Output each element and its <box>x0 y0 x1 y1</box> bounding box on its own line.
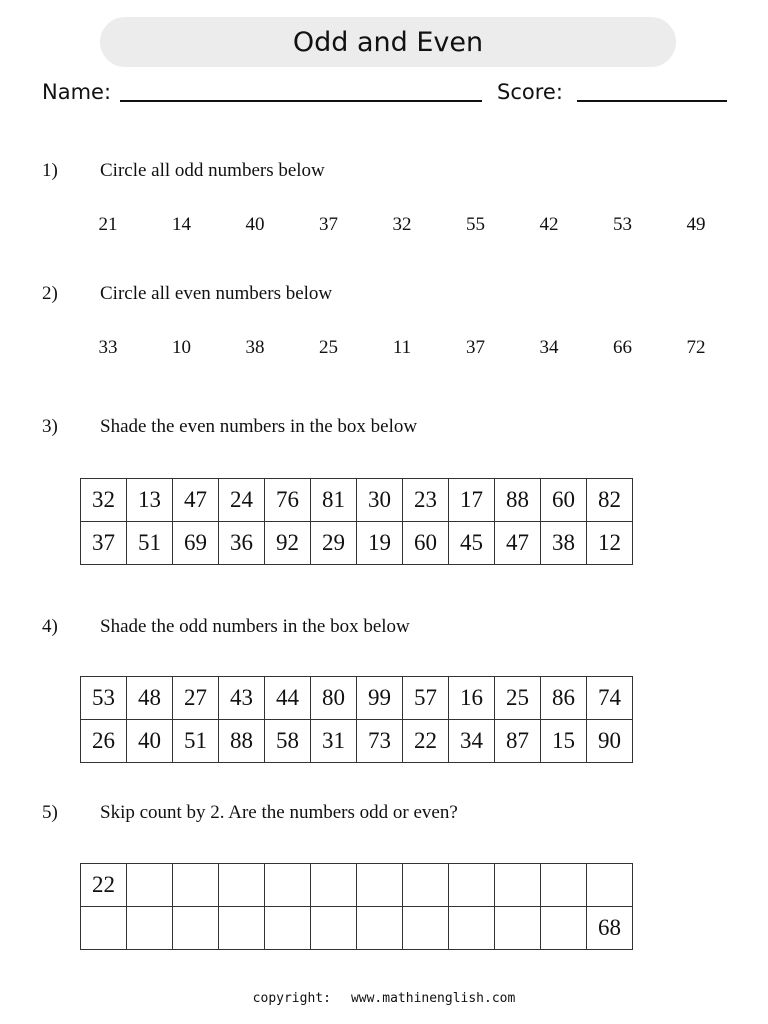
grid-cell[interactable]: 73 <box>357 720 403 763</box>
grid-cell[interactable] <box>587 864 633 907</box>
number-option[interactable]: 11 <box>392 337 412 358</box>
grid-cell[interactable]: 25 <box>495 677 541 720</box>
grid-cell[interactable] <box>357 864 403 907</box>
grid-cell[interactable]: 81 <box>311 479 357 522</box>
grid-cell[interactable] <box>357 907 403 950</box>
title-text: Odd and Even <box>292 26 484 58</box>
grid-cell[interactable]: 44 <box>265 677 311 720</box>
question-text: Skip count by 2. Are the numbers odd or even? <box>100 802 458 823</box>
grid-cell[interactable] <box>495 907 541 950</box>
grid-cell[interactable]: 99 <box>357 677 403 720</box>
question-text: Shade the even numbers in the box below <box>100 416 418 437</box>
grid-cell[interactable]: 68 <box>587 907 633 950</box>
grid-cell[interactable]: 90 <box>587 720 633 763</box>
question-number: 3) <box>42 416 58 437</box>
question-number: 5) <box>42 802 58 823</box>
grid-cell[interactable]: 47 <box>495 522 541 565</box>
grid-cell[interactable]: 26 <box>81 720 127 763</box>
grid-cell[interactable] <box>403 907 449 950</box>
name-label: Name: <box>42 80 112 104</box>
number-option[interactable]: 72 <box>686 337 706 358</box>
grid-cell[interactable]: 88 <box>219 720 265 763</box>
grid-cell[interactable]: 27 <box>173 677 219 720</box>
grid-cell[interactable] <box>403 864 449 907</box>
grid-cell[interactable]: 80 <box>311 677 357 720</box>
footer <box>0 991 768 1006</box>
grid-cell[interactable] <box>81 907 127 950</box>
grid-cell[interactable]: 22 <box>81 864 127 907</box>
number-option[interactable]: 21 <box>98 214 118 235</box>
number-row-q1 <box>88 214 718 240</box>
score-blank[interactable] <box>577 100 727 102</box>
grid-cell[interactable]: 60 <box>403 522 449 565</box>
grid-cell[interactable] <box>265 864 311 907</box>
grid-cell[interactable]: 60 <box>541 479 587 522</box>
grid-cell[interactable]: 19 <box>357 522 403 565</box>
grid-cell[interactable]: 38 <box>541 522 587 565</box>
grid-cell[interactable]: 88 <box>495 479 541 522</box>
score-label: Score: <box>497 80 563 104</box>
number-option[interactable]: 42 <box>539 214 559 235</box>
number-option[interactable]: 37 <box>466 337 485 358</box>
grid-cell[interactable]: 22 <box>403 720 449 763</box>
grid-cell[interactable]: 74 <box>587 677 633 720</box>
grid-cell[interactable] <box>449 864 495 907</box>
number-option[interactable]: 49 <box>686 214 706 235</box>
grid-cell[interactable]: 51 <box>173 720 219 763</box>
number-option[interactable]: 14 <box>172 214 191 235</box>
grid-cell[interactable]: 24 <box>219 479 265 522</box>
grid-cell[interactable]: 30 <box>357 479 403 522</box>
grid-cell[interactable]: 36 <box>219 522 265 565</box>
grid-cell[interactable] <box>541 864 587 907</box>
grid-cell[interactable]: 12 <box>587 522 633 565</box>
grid-cell[interactable]: 69 <box>173 522 219 565</box>
name-score-row <box>42 76 732 110</box>
question-text: Circle all odd numbers below <box>100 160 325 181</box>
grid-cell[interactable]: 29 <box>311 522 357 565</box>
grid-cell[interactable]: 58 <box>265 720 311 763</box>
grid-cell[interactable]: 86 <box>541 677 587 720</box>
number-option[interactable]: 33 <box>98 337 118 358</box>
grid-cell[interactable] <box>173 907 219 950</box>
question-text: Shade the odd numbers in the box below <box>100 616 410 637</box>
number-option[interactable]: 40 <box>245 214 265 235</box>
number-option[interactable]: 55 <box>466 214 485 235</box>
question-number: 4) <box>42 616 58 637</box>
grid-row <box>81 907 633 950</box>
grid-cell[interactable] <box>265 907 311 950</box>
number-option[interactable]: 53 <box>613 214 632 235</box>
grid-cell[interactable]: 47 <box>173 479 219 522</box>
grid-cell[interactable] <box>541 907 587 950</box>
grid-cell[interactable]: 37 <box>81 522 127 565</box>
grid-cell[interactable]: 57 <box>403 677 449 720</box>
grid-cell[interactable]: 92 <box>265 522 311 565</box>
number-option[interactable]: 34 <box>539 337 559 358</box>
grid-cell[interactable]: 51 <box>127 522 173 565</box>
number-option[interactable]: 66 <box>613 337 632 358</box>
question-number: 2) <box>42 283 58 304</box>
grid-cell[interactable] <box>127 907 173 950</box>
grid-cell[interactable] <box>219 864 265 907</box>
grid-row <box>81 522 633 565</box>
grid-cell[interactable]: 23 <box>403 479 449 522</box>
number-grid-q5 <box>80 863 633 950</box>
number-option[interactable]: 10 <box>172 337 191 358</box>
grid-cell[interactable]: 76 <box>265 479 311 522</box>
grid-row <box>81 479 633 522</box>
question-text: Circle all even numbers below <box>100 283 333 304</box>
number-grid-q4 <box>80 676 633 763</box>
grid-row <box>81 864 633 907</box>
grid-cell[interactable]: 17 <box>449 479 495 522</box>
grid-cell[interactable] <box>173 864 219 907</box>
worksheet-title <box>100 17 676 67</box>
grid-cell[interactable] <box>311 907 357 950</box>
grid-row <box>81 720 633 763</box>
grid-cell[interactable]: 87 <box>495 720 541 763</box>
grid-row <box>81 677 633 720</box>
grid-cell[interactable]: 31 <box>311 720 357 763</box>
copyright-site: www.mathinenglish.com <box>350 991 516 1006</box>
grid-cell[interactable]: 48 <box>127 677 173 720</box>
copyright-label: copyright: <box>252 991 331 1006</box>
grid-cell[interactable]: 40 <box>127 720 173 763</box>
grid-cell[interactable]: 53 <box>81 677 127 720</box>
grid-cell[interactable] <box>311 864 357 907</box>
grid-cell[interactable] <box>449 907 495 950</box>
grid-cell[interactable]: 13 <box>127 479 173 522</box>
grid-cell[interactable]: 43 <box>219 677 265 720</box>
number-option[interactable]: 25 <box>319 337 338 358</box>
question-number: 1) <box>42 160 58 181</box>
name-blank[interactable] <box>120 100 482 102</box>
grid-cell[interactable]: 32 <box>81 479 127 522</box>
grid-cell[interactable]: 82 <box>587 479 633 522</box>
grid-cell[interactable]: 45 <box>449 522 495 565</box>
grid-cell[interactable]: 15 <box>541 720 587 763</box>
number-grid-q3 <box>80 478 633 565</box>
number-option[interactable]: 32 <box>392 214 412 235</box>
number-option[interactable]: 38 <box>245 337 265 358</box>
grid-cell[interactable] <box>495 864 541 907</box>
grid-cell[interactable]: 16 <box>449 677 495 720</box>
grid-cell[interactable] <box>219 907 265 950</box>
number-row-q2 <box>88 337 718 363</box>
number-option[interactable]: 37 <box>319 214 338 235</box>
grid-cell[interactable]: 34 <box>449 720 495 763</box>
grid-cell[interactable] <box>127 864 173 907</box>
